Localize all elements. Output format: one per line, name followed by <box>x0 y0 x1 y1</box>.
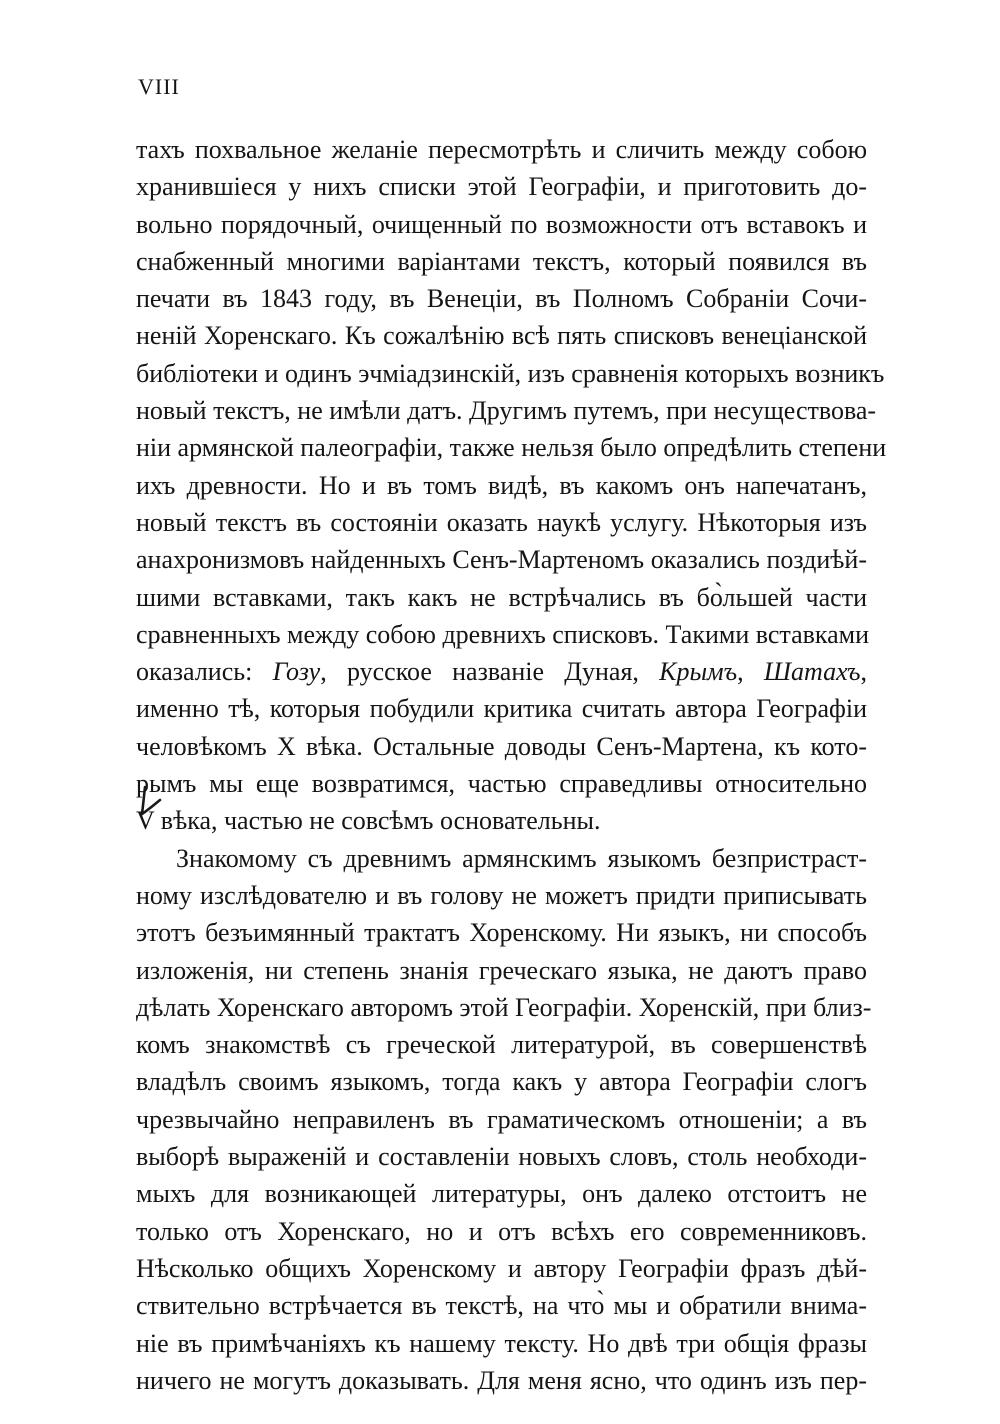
line-text-middle: , русское названіе Дуная, <box>320 657 660 687</box>
line-text-separator: , <box>737 657 764 687</box>
text-line: Нѣсколько общихъ Хоренскому и автору Географіи фразъ дѣй- <box>136 1253 867 1283</box>
text-line: человѣкомъ X вѣка. Остальные доводы Сенъ-Мартена, къ кото- <box>136 731 867 761</box>
text-line: комъ знакомствѣ съ греческой литературой, въ совершенствѣ <box>136 1030 867 1060</box>
text-line: изложенія, ни степень знанія греческаго языка, не даютъ право <box>136 955 867 985</box>
page-number: VIII <box>138 74 180 99</box>
line-text-before: оказались: <box>136 657 273 687</box>
line-text-after: , <box>860 657 868 687</box>
text-line: сравненныхъ между собою древнихъ списковъ. Такими вставками <box>136 619 870 649</box>
italic-term-shatakh: Шатахъ <box>763 657 861 687</box>
text-line: только отъ Хоренскаго, но и отъ всѣхъ его современниковъ. <box>136 1216 867 1246</box>
text-line: V вѣка, частью не совсѣмъ основательны. <box>136 806 601 836</box>
text-line: именно тѣ, которыя побудили критика считать автора Географіи <box>136 694 867 724</box>
text-line: новый текстъ, не имѣли датъ. Другимъ путемъ, при несуществова- <box>136 396 877 426</box>
text-line: этотъ безъимянный трактатъ Хоренскому. Ни языкъ, ни способъ <box>136 918 867 948</box>
text-line: рымъ мы еще возвратимся, частью справедливы относительно <box>136 769 867 799</box>
text-line: анахронизмовъ найденныхъ Сенъ-Мартеномъ оказались поздиѣй- <box>136 545 867 575</box>
text-line: ничего не могутъ доказывать. Для меня ясно, что одинъ изъ пер- <box>136 1365 867 1395</box>
text-line: Знакомому съ древнимъ армянскимъ языкомъ безпристраст- <box>176 843 867 873</box>
text-line: чрезвычайно неправиленъ въ граматическомъ отношеніи; а въ <box>136 1104 867 1134</box>
italic-term-gozu: Гозу <box>272 657 321 687</box>
text-line: тахъ похвальное желаніе пересмотрѣть и сличить между собою <box>136 135 867 164</box>
text-line: ніе въ примѣчаніяхъ къ нашему тексту. Но двѣ три общія фразы <box>136 1328 867 1358</box>
text-line: вольно порядочный, очищенный по возможности отъ вставокъ и <box>136 209 867 239</box>
text-line: хранившіеся у нихъ списки этой Географіи, и приготовить до- <box>136 172 867 202</box>
text-line-italic-terms <box>136 653 867 690</box>
text-line: ствительно встрѣчается въ текстѣ, на что̀ мы и обратили внима- <box>136 1291 867 1321</box>
text-line: библіотеки и одинъ эчміадзинскій, изъ сравненія которыхъ возникъ <box>136 358 885 388</box>
text-line: мыхъ для возникающей литературы, онъ далеко отстоитъ не <box>136 1179 867 1209</box>
text-line: дѣлать Хоренскаго авторомъ этой Географіи. Хоренскій, при близ- <box>136 992 872 1022</box>
text-line: владѣлъ своимъ языкомъ, тогда какъ у автора Географіи слогъ <box>136 1067 867 1097</box>
text-line: неній Хоренскаго. Къ сожалѣнію всѣ пять списковъ венеціанской <box>136 321 867 351</box>
text-line: ніи армянской палеографіи, также нельзя было опредѣлить степени <box>136 433 887 463</box>
body-text <box>136 131 887 1399</box>
text-line: шими вставками, такъ какъ не встрѣчались въ бо̀льшей части <box>136 582 867 612</box>
text-line: выборѣ выраженій и составленіи новыхъ словъ, столь необходи- <box>136 1142 867 1172</box>
text-line: печати въ 1843 году, въ Венеціи, въ Полномъ Собраніи Сочи- <box>136 284 867 314</box>
italic-term-krym: Крымъ <box>659 657 738 687</box>
text-line: снабженный многими варіантами текстъ, который появился въ <box>136 246 867 276</box>
text-line: ихъ древности. Но и въ томъ видѣ, въ какомъ онъ напечатанъ, <box>136 470 867 500</box>
text-line: новый текстъ въ состояніи оказать наукѣ услугу. Нѣкоторыя изъ <box>136 507 867 537</box>
text-line: ному изслѣдователю и въ голову не можетъ придти приписывать <box>136 880 867 910</box>
